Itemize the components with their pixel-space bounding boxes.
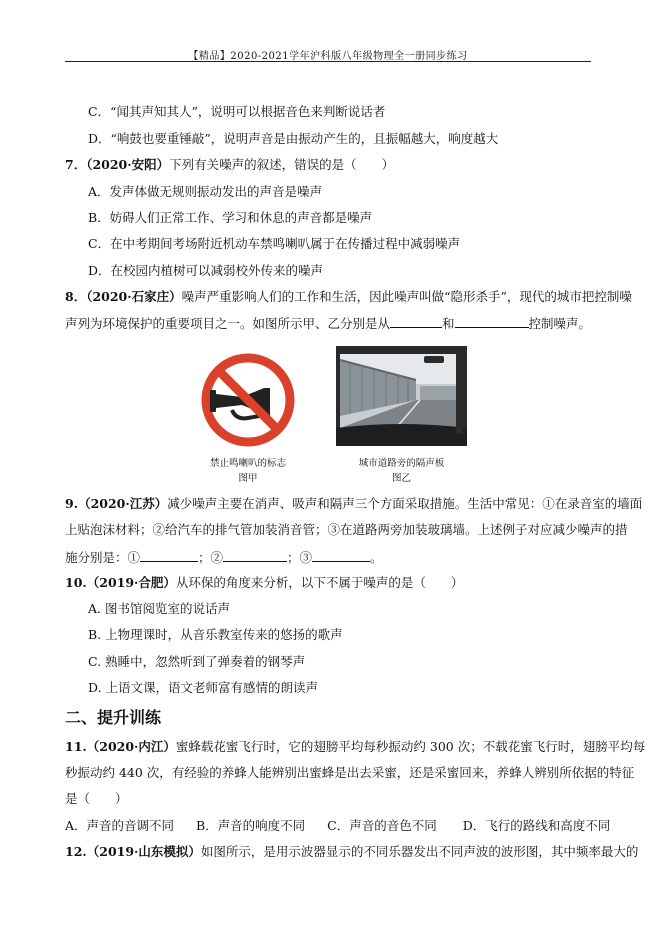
- page-header: 【精品】2020-2021学年沪科版八年级物理全一册同步练习: [188, 51, 468, 62]
- question-number: 10.: [65, 575, 87, 590]
- question-stem: 从环保的角度来分析，以下不属于噪声的是（ ）: [175, 575, 464, 590]
- question-11: [65, 739, 645, 755]
- q7-option-d: D．在校园内植树可以减弱校外传来的噪声: [88, 263, 324, 278]
- q11-option-b: B．声音的响度不同: [196, 818, 306, 833]
- question-stem: 噪声严重影响人们的工作和生活，因此噪声叫做“隐形杀手”，现代的城市把控制噪: [181, 289, 632, 304]
- question-source: （2020·内江）: [86, 739, 176, 754]
- text-segment: 施分别是：①: [65, 550, 141, 565]
- question-number: 12.: [65, 844, 87, 859]
- figure-1-caption: 禁止鸣喇叭的标志: [209, 458, 286, 469]
- question-source: （2019·合肥）: [86, 575, 176, 590]
- sound-barrier-photo: [336, 346, 467, 446]
- q11-option-d: D．飞行的路线和高度不同: [462, 818, 611, 833]
- question-stem: 减少噪声主要在消声、吸声和隔声三个方面采取措施。生活中常见：①在录音室的墙面: [167, 496, 643, 511]
- question-12: [65, 844, 638, 860]
- question-source: （2020·石家庄）: [86, 289, 182, 304]
- q7-option-c: C．在中考期间考场附近机动车禁鸣喇叭属于在传播过程中减弱噪声: [88, 236, 461, 251]
- question-stem: 如图所示，是用示波器显示的不同乐器发出不同声波的波形图，其中频率最大的: [200, 844, 639, 859]
- q11-option-a: A．声音的音调不同: [65, 818, 175, 833]
- text-segment: ；②: [198, 550, 224, 565]
- question-stem: 蜜蜂载花蜜飞行时，它的翅膀平均每秒振动约 300 次；不载花蜜飞行时，翅膀平均每: [175, 739, 646, 754]
- question-stem: 下列有关噪声的叙述，错误的是（ ）: [169, 157, 395, 172]
- question-source: （2020·江苏）: [78, 496, 168, 511]
- answer-blank-3[interactable]: [312, 549, 370, 562]
- text-segment: 。: [370, 550, 383, 565]
- figure-1-label: 图甲: [238, 473, 258, 484]
- question-7: [65, 157, 394, 173]
- text-segment: ；③: [287, 550, 313, 565]
- question-number: 7．: [65, 157, 87, 172]
- answer-blank-1[interactable]: [390, 315, 442, 328]
- prev-option-d: D．“响鼓也要重锤敲”，说明声音是由振动产生的，且振幅越大，响度越大: [88, 131, 499, 146]
- q11-options: [65, 818, 610, 834]
- question-source: （2020·安阳）: [86, 157, 170, 172]
- figure-2-caption: 城市道路旁的隔声板: [358, 458, 445, 469]
- no-honking-sign-icon: [188, 350, 308, 450]
- text-segment: 控制噪声。: [528, 316, 592, 331]
- section-heading: 二、提升训练: [65, 708, 162, 727]
- question-8: [65, 289, 632, 305]
- figure-2-label: 图乙: [391, 473, 411, 484]
- question-source: （2019·山东模拟）: [86, 844, 201, 859]
- q10-option-a: A. 图书馆阅览室的说话声: [88, 601, 230, 616]
- q7-option-a: A．发声体做无规则振动发出的声音是噪声: [88, 184, 323, 199]
- question-9-line3: [65, 549, 383, 566]
- text-segment: 和: [442, 316, 455, 331]
- answer-blank-2[interactable]: [455, 315, 529, 328]
- question-9-line2: 上贴泡沫材料；②给汽车的排气管加装消音管；③在道路两旁加装玻璃墙。上述例子对应减少噪声的措: [65, 522, 628, 537]
- question-10: [65, 575, 463, 591]
- question-11-line3: 是（ ）: [65, 791, 128, 806]
- question-11-line2: 秒振动约 440 次，有经验的养蜂人能辨别出蜜蜂是出去采蜜，还是采蜜回来，养蜂人辨别所依据的特征: [65, 765, 635, 780]
- q11-option-c: C．声音的音色不同: [327, 818, 437, 833]
- q7-option-b: B．妨碍人们正常工作、学习和休息的声音都是噪声: [88, 210, 373, 225]
- answer-blank-1[interactable]: [140, 549, 198, 562]
- q10-option-c: C. 熟睡中，忽然听到了弹奏着的钢琴声: [88, 654, 306, 669]
- prev-option-c: C．“闻其声知其人”，说明可以根据音色来判断说话者: [88, 104, 386, 119]
- question-8-line2: [65, 315, 591, 332]
- answer-blank-2[interactable]: [223, 549, 287, 562]
- question-number: 8．: [65, 289, 87, 304]
- text-segment: 声列为环境保护的重要项目之一。如图所示甲、乙分别是从: [65, 316, 391, 331]
- question-number: 9.: [65, 496, 79, 511]
- header-divider: [65, 61, 591, 62]
- question-9: [65, 496, 642, 512]
- q10-option-b: B. 上物理课时，从音乐教室传来的悠扬的歌声: [88, 627, 343, 642]
- q10-option-d: D. 上语文课，语文老师富有感情的朗读声: [88, 680, 319, 695]
- question-number: 11.: [65, 739, 87, 754]
